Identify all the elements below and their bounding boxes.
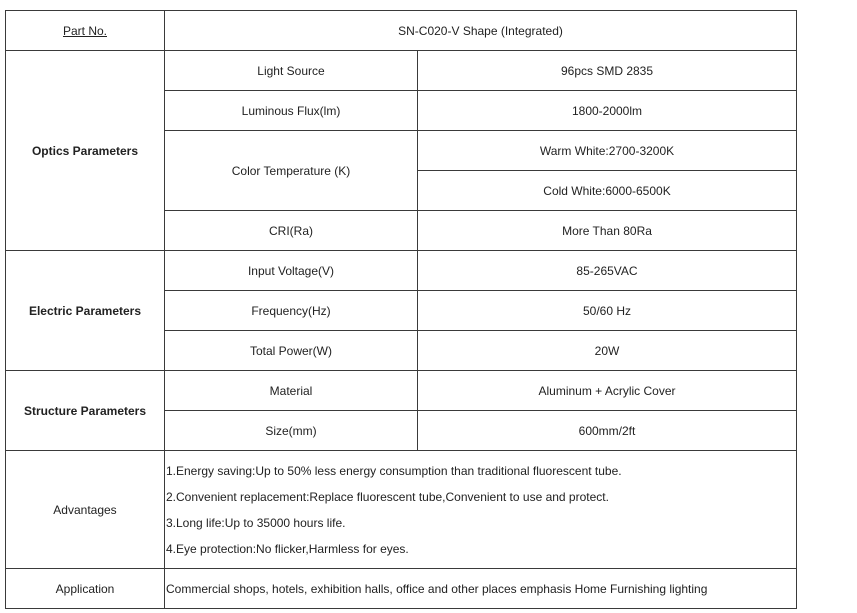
application-value: Commercial shops, hotels, exhibition halls, office and other places emphasis Home Furnishing lighting <box>165 569 797 609</box>
input-voltage-value: 85-265VAC <box>418 251 797 291</box>
material-label: Material <box>165 371 418 411</box>
part-no-value: SN-C020-V Shape (Integrated) <box>165 11 797 51</box>
frequency-label: Frequency(Hz) <box>165 291 418 331</box>
advantages-list <box>165 451 797 569</box>
row-material <box>6 371 797 411</box>
advantage-item: 2.Convenient replacement:Replace fluorescent tube,Convenient to use and protect. <box>166 489 609 504</box>
advantage-item: 3.Long life:Up to 35000 hours life. <box>166 515 346 530</box>
advantage-item: 4.Eye protection:No flicker,Harmless for eyes. <box>166 541 409 556</box>
part-no-label: Part No. <box>6 11 165 51</box>
optics-group-label: Optics Parameters <box>6 51 165 251</box>
total-power-value: 20W <box>418 331 797 371</box>
material-value: Aluminum + Acrylic Cover <box>418 371 797 411</box>
spec-table <box>5 10 797 609</box>
size-value: 600mm/2ft <box>418 411 797 451</box>
frequency-value: 50/60 Hz <box>418 291 797 331</box>
row-light-source <box>6 51 797 91</box>
row-application <box>6 569 797 609</box>
color-temperature-warm: Warm White:2700-3200K <box>418 131 797 171</box>
application-label: Application <box>6 569 165 609</box>
size-label: Size(mm) <box>165 411 418 451</box>
advantage-item: 1.Energy saving:Up to 50% less energy consumption than traditional fluorescent tube. <box>166 463 622 478</box>
row-advantages <box>6 451 797 569</box>
structure-group-label: Structure Parameters <box>6 371 165 451</box>
electric-group-label: Electric Parameters <box>6 251 165 371</box>
color-temperature-cold: Cold White:6000-6500K <box>418 171 797 211</box>
row-input-voltage <box>6 251 797 291</box>
light-source-label: Light Source <box>165 51 418 91</box>
input-voltage-label: Input Voltage(V) <box>165 251 418 291</box>
light-source-value: 96pcs SMD 2835 <box>418 51 797 91</box>
row-part-no <box>6 11 797 51</box>
advantages-label: Advantages <box>6 451 165 569</box>
luminous-flux-label: Luminous Flux(lm) <box>165 91 418 131</box>
cri-label: CRI(Ra) <box>165 211 418 251</box>
cri-value: More Than 80Ra <box>418 211 797 251</box>
color-temperature-label: Color Temperature (K) <box>165 131 418 211</box>
luminous-flux-value: 1800-2000lm <box>418 91 797 131</box>
total-power-label: Total Power(W) <box>165 331 418 371</box>
